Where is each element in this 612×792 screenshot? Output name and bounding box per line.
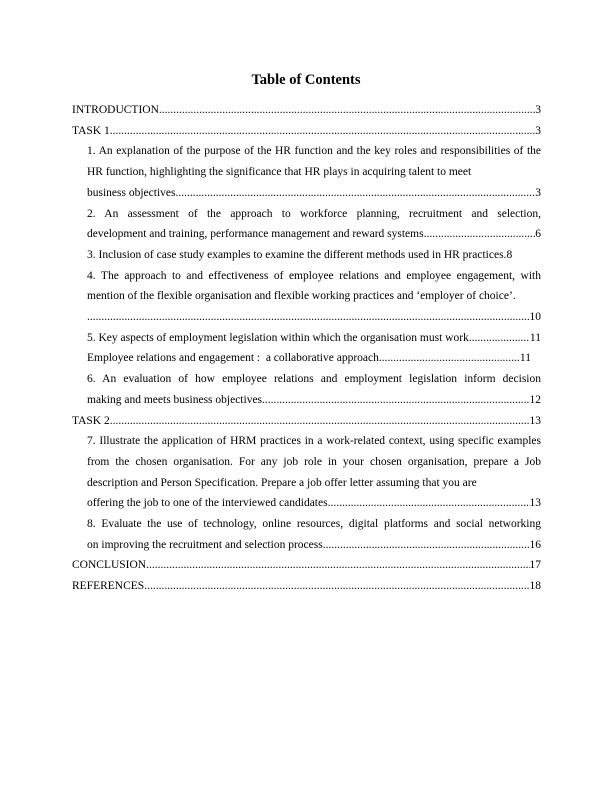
toc-entry-task2[interactable] <box>72 411 541 432</box>
toc-page-number: 6 <box>535 228 541 241</box>
toc-entry-text: INTRODUCTION <box>72 104 159 116</box>
toc-entry-text: 4. The approach to and effectiveness of employee relations and employee engagement, with mention of the flexible organisation and flexible working practices and ‘employer of choice’. <box>87 269 541 303</box>
toc-entry-item4[interactable] <box>72 266 541 328</box>
toc-leader-dots <box>110 121 536 142</box>
toc-entry-references[interactable] <box>72 576 541 597</box>
toc-leader-dots <box>144 576 529 597</box>
toc-entry-text: REFERENCES <box>72 580 145 593</box>
toc-entry-item6[interactable] <box>72 369 541 410</box>
toc-entry-item8[interactable] <box>72 514 541 555</box>
toc-leader-dots <box>87 307 530 328</box>
toc-page-number: 8 <box>506 248 513 261</box>
toc-entry-text-cont: making and meets business objectives <box>87 393 263 406</box>
toc-entry-item7[interactable] <box>72 431 541 514</box>
toc-entry-text: 2. An assessment of the approach to workforce planning, recruitment and selection, <box>87 207 541 220</box>
toc-page-number: 11 <box>529 331 541 344</box>
table-of-contents <box>72 100 541 597</box>
toc-leader-dots <box>323 535 530 556</box>
toc-title: Table of Contents <box>251 72 361 88</box>
toc-page-number: 3 <box>535 186 541 199</box>
toc-page-number: 17 <box>529 559 541 572</box>
toc-page-number: 13 <box>529 414 541 427</box>
toc-entry-introduction[interactable] <box>72 100 541 121</box>
toc-leader-dots <box>379 348 520 369</box>
toc-leader-dots <box>328 493 530 514</box>
toc-entry-text: 6. An evaluation of how employee relations and employment legislation inform decision <box>87 373 541 386</box>
toc-entry-text: 1. An explanation of the purpose of the HR function and the key roles and responsibilities of the HR function, highlighting the significance that HR plays in acquiring talent to meet <box>87 145 541 179</box>
toc-entry-conclusion[interactable] <box>72 555 541 576</box>
toc-entry-text: TASK 2 <box>72 414 110 427</box>
toc-page-number: 12 <box>529 393 541 406</box>
toc-entry-item1[interactable] <box>72 141 541 203</box>
toc-entry-employee-relations[interactable] <box>72 348 541 369</box>
toc-entry-text-cont: on improving the recruitment and selection process <box>87 538 323 551</box>
toc-leader-dots <box>262 390 529 411</box>
toc-entry-text-cont: development and training, performance management and reward systems <box>87 228 424 241</box>
toc-page-number: 10 <box>529 311 541 324</box>
toc-entry-task1[interactable] <box>72 121 541 142</box>
toc-leader-dots <box>159 100 535 121</box>
toc-page-number: 13 <box>529 497 541 510</box>
toc-entry-text: CONCLUSION <box>72 559 147 572</box>
toc-page-number: 3 <box>535 104 541 116</box>
toc-page-number: 16 <box>529 538 541 551</box>
toc-page-number: 3 <box>535 124 541 137</box>
toc-page-number: 11 <box>519 352 531 365</box>
toc-leader-dots <box>424 224 536 245</box>
toc-leader-dots <box>469 328 530 349</box>
toc-entry-text-cont: business objectives <box>87 186 176 199</box>
toc-entry-text: 8. Evaluate the use of technology, online resources, digital platforms and social networking <box>87 518 541 531</box>
toc-entry-item5[interactable] <box>72 328 541 349</box>
toc-leader-dots <box>175 183 535 204</box>
toc-entry-text: 7. Illustrate the application of HRM practices in a work-related context, using specific examples from the chosen organisation. For any job role in your chosen organisation, prepare a Job description and Person Specification. Prepare a job offer letter assuming that you are <box>87 435 541 489</box>
toc-entry-item2[interactable] <box>72 204 541 245</box>
toc-entry-text: TASK 1 <box>72 124 110 137</box>
toc-entry-text: Employee relations and engagement : a collaborative approach <box>87 352 379 365</box>
toc-leader-dots <box>146 555 529 576</box>
toc-entry-item3[interactable] <box>72 245 541 266</box>
toc-leader-dots <box>110 411 530 432</box>
toc-page-number: 18 <box>529 580 541 593</box>
toc-entry-text-cont: offering the job to one of the interviewed candidates <box>87 497 328 510</box>
toc-entry-text: 3. Inclusion of case study examples to examine the different methods used in HR practices. <box>87 248 507 261</box>
toc-entry-text: 5. Key aspects of employment legislation within which the organisation must work <box>87 331 469 344</box>
